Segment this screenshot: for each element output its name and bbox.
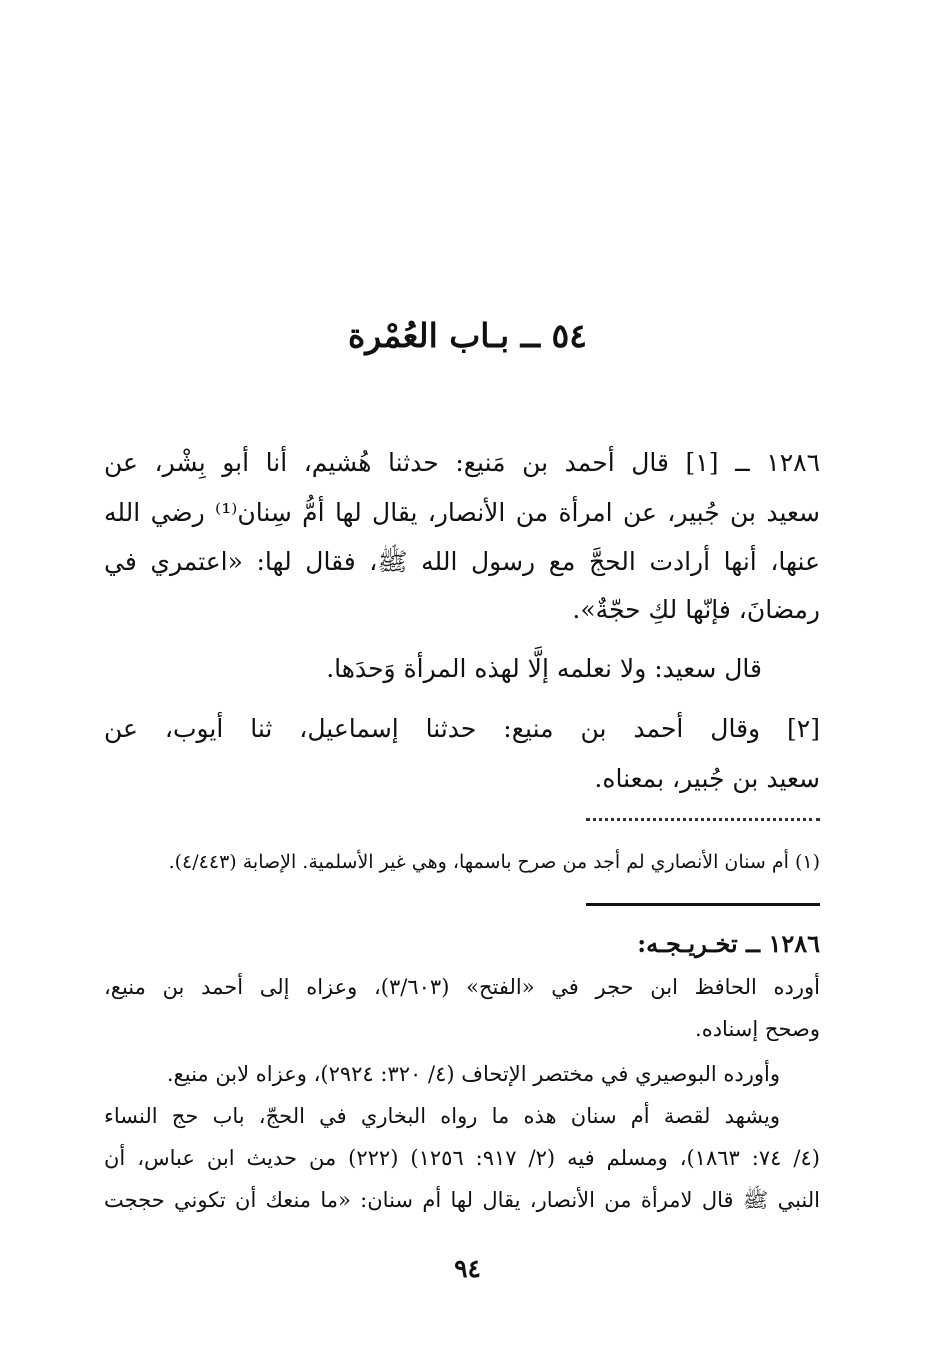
chapter-title: ٥٤ ــ بـاب العُمْرة bbox=[348, 316, 587, 355]
footnote-separator bbox=[586, 818, 820, 821]
takhrij-line-6: النبي ﷺ قال لامرأة من الأنصار، يقال لها أم سنان: «ما منعك أن تكوني حججت bbox=[104, 1188, 820, 1212]
takhrij-separator bbox=[586, 903, 820, 906]
takhrij-heading: ١٢٨٦ ــ تخـريـجـه: bbox=[637, 929, 820, 958]
takhrij-line-4: ويشهد لقصة أم سنان هذه ما رواه البخاري في الحجّ، باب حج النساء bbox=[104, 1104, 780, 1128]
hadith-line-2: سعيد بن جُبير، عن امرأة من الأنصار، يقال لها أمُّ سِنان⁽¹⁾ رضي الله bbox=[104, 498, 820, 527]
footnote: (١) أم سنان الأنصاري لم أجد من صرح باسمها، وهي غير الأسلمية. الإصابة (٤/٤٤٣). bbox=[168, 851, 820, 873]
takhrij-line-2: وصحح إسناده. bbox=[695, 1017, 820, 1041]
hadith-line-7: سعيد بن جُبير، بمعناه. bbox=[594, 764, 820, 793]
takhrij-line-5: (٤/ ٧٤: ١٨٦٣)، ومسلم فيه (٢/ ٩١٧: ١٢٥٦) (٢٢٢) من حديث ابن عباس، أن bbox=[104, 1146, 820, 1170]
page-number: ٩٤ bbox=[454, 1254, 481, 1283]
takhrij-line-3: وأورده البوصيري في مختصر الإتحاف (٤/ ٣٢٠: ٢٩٢٤)، وعزاه لابن منيع. bbox=[166, 1062, 780, 1086]
hadith-line-4: رمضانَ، فإنّها لكِ حجّةٌ». bbox=[572, 595, 820, 624]
hadith-line-6: [٢] وقال أحمد بن منيع: حدثنا إسماعيل، ثنا أيوب، عن bbox=[104, 714, 820, 743]
hadith-line-1: ١٢٨٦ ــ [١] قال أحمد بن مَنيع: حدثنا هُشيم، أنا أبو بِشْر، عن bbox=[104, 448, 820, 477]
takhrij-line-1: أورده الحافظ ابن حجر في «الفتح» (٣/٦٠٣)، وعزاه إلى أحمد بن منيع، bbox=[104, 975, 820, 999]
hadith-line-5: قال سعيد: ولا نعلمه إلَّا لهذه المرأة وَحدَها. bbox=[326, 654, 762, 683]
hadith-line-3: عنها، أنها أرادت الحجَّ مع رسول الله ﷺ، فقال لها: «اعتمري في bbox=[104, 547, 820, 576]
